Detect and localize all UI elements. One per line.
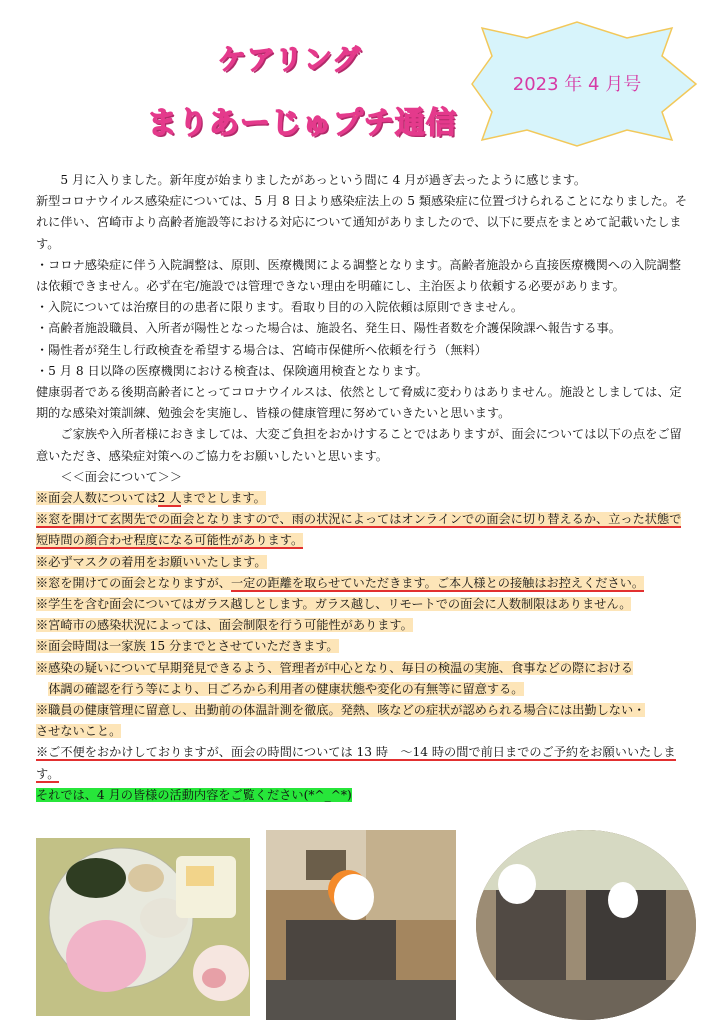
privacy-mask-left	[498, 864, 536, 904]
activity-photo-2	[476, 830, 696, 1020]
paragraph-intro: 5 月に入りました。新年度が始まりましたがあっという間に 4 月が過ぎ去ったように感じます。	[60, 173, 587, 187]
note-6: ※宮崎市の感染状況によっては、面会制限を行う可能性があります。	[36, 618, 413, 633]
bullet-3: ・高齢者施設職員、入所者が陽性となった場合は、施設名、発生日、陽性者数を介護保険課へ報告する事。	[36, 321, 621, 336]
section-heading: ＜＜面会について＞＞	[60, 469, 183, 484]
letter-body	[36, 170, 692, 806]
paragraph-health: 健康弱者である後期高齢者にとってコロナウイルスは、依然として脅威に変わりはありません。施設としましては、定期的な感染対策訓練、勉強会を実施し、皆様の健康管理に努めていきたいと思います。	[36, 385, 682, 421]
note-4: ※窓を開けての面会となりますが、一定の距離を取らせていただきます。ご本人様との接触はお控えください。	[36, 575, 645, 590]
note-8: ※感染の疑いについて早期発見できるよう、管理者が中心となり、毎日の検温の実施、食事などの際における 体調の確認を行う等により、日ごろから利用者の健康状態や変化の有無等に留意する。	[36, 660, 633, 696]
paragraph-request: ご家族や入所者様におきましては、大変ご負担をおかけすることではありますが、面会については以下の点をご留意いただき、感染症対策へのご協力をお願いしたいと思います。	[36, 427, 682, 463]
privacy-mask-right	[608, 882, 638, 918]
bullet-1: ・コロナ感染症に伴う入院調整は、原則、医療機関による調整となります。高齢者施設から直接医療機関への入院調整は依頼できません。必ず在宅/施設では管理できない理由を明確にし、主治医より依頼する必要があります。	[36, 257, 681, 294]
paragraph-covid: 新型コロナウイルス感染症については、5 月 8 日より感染症法上の 5 類感染症に位置づけられることになりました。それに伴い、宮崎市より高齢者施設等における対応について通知がありましたので、以下に要点をまとめて記載いたします。	[36, 194, 688, 251]
food-illustration	[36, 838, 250, 1016]
note-2: ※窓を開けて玄関先での面会となりますので、雨の状況によってはオンラインでの面会に切り替えるか、立った状態で短時間の顔合わせ程度になる可能性があります。	[36, 512, 682, 548]
closing-line: それでは、4 月の皆様の活動内容をご覧ください(*^_^*)	[36, 787, 352, 802]
note-7: ※面会時間は一家族 15 分までとさせていただきます。	[36, 639, 339, 654]
date-badge	[452, 20, 702, 148]
title-line-2: まりあーじゅプチ通信	[147, 106, 457, 141]
note-3: ※必ずマスクの着用をお願いいたします。	[36, 554, 267, 569]
note-10: ※ご不便をおかけしておりますが、面会の時間については 13 時 ～14 時の間で前日までのご予約をお願いいたします。	[36, 745, 676, 781]
issue-date: 2023 年 4 月号	[512, 74, 642, 95]
bullet-4: ・陽性者が発生し行政検査を希望する場合は、宮崎市保健所へ依頼を行う（無料）	[36, 342, 487, 357]
note-1: ※面会人数については2 人までとします。	[36, 491, 266, 506]
privacy-mask	[334, 874, 374, 920]
photo-row	[36, 830, 696, 1020]
bullet-2: ・入院については治療目的の患者に限ります。看取り目的の入院依頼は原則できません。	[36, 300, 524, 315]
title-line-1: ケアリング	[218, 43, 362, 76]
food-photo	[36, 838, 250, 1016]
bullet-5: ・5 月 8 日以降の医療機関における検査は、保険適用検査となります。	[36, 363, 428, 378]
activity-illustration-2	[476, 830, 696, 1020]
activity-illustration-1	[266, 830, 456, 1020]
activity-photo-1	[266, 830, 456, 1020]
note-9: ※職員の健康管理に留意し、出勤前の体温計測を徹底。発熱、咳などの症状が認められる場合には出勤しない・ させないこと。	[36, 703, 646, 739]
note-5: ※学生を含む面会についてはガラス越しとします。ガラス越し、リモートでの面会に人数制限はありません。	[36, 597, 632, 612]
